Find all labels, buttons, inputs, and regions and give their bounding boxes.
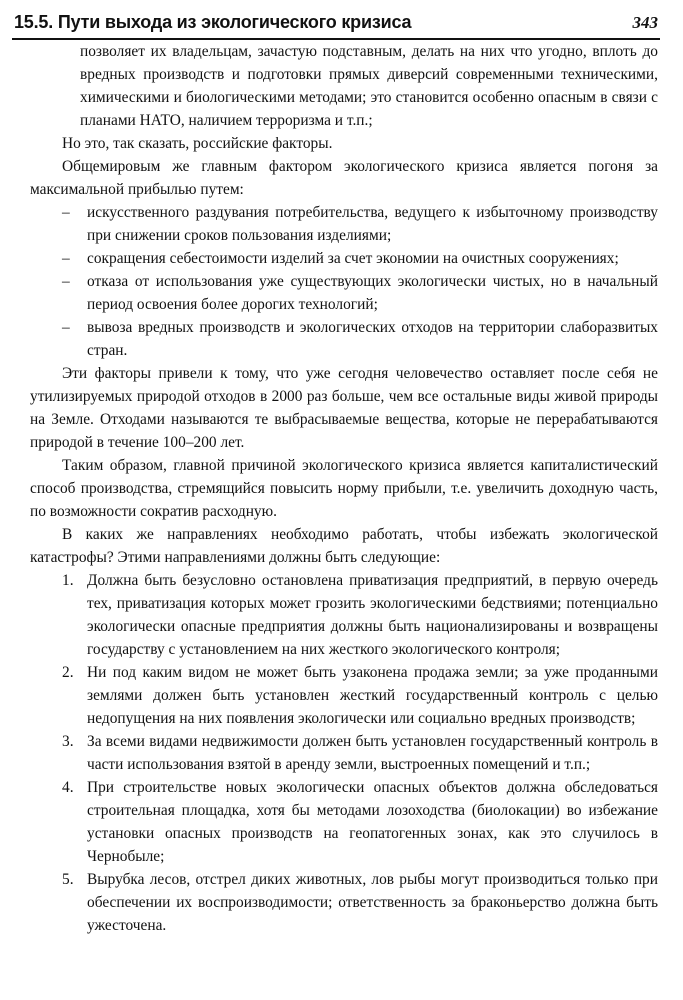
numbered-item-text: Вырубка лесов, отстрел диких животных, лов рыбы могут производиться только при обеспечении их воспроизводимости; ответственность за браконьерство должна быть ужесточена. [87,871,658,934]
numbered-list-item [30,868,658,937]
dash-marker: – [62,319,70,336]
item-number: 1. [62,572,74,589]
item-number: 3. [62,733,74,750]
dash-item-text: вывоза вредных производств и экологических отходов на территории слаборазвитых стран. [87,319,658,359]
paragraph-capitalism: Таким образом, главной причиной экологического кризиса является капиталистический способ производства, стремящийся повысить норму прибыли, т.е. увеличить доходную часть, по возможности сократив расходную. [30,457,658,520]
numbered-item-text: Ни под каким видом не может быть узаконена продажа земли; за уже проданными землями должен быть установлен жесткий государственный контроль с целью недопущения на них появления экологически или социально вредных производств; [87,664,658,727]
dash-item-text: искусственного раздувания потребительства, ведущего к избыточному производству при снижении сроков пользования изделиями; [87,204,658,244]
page-body [30,40,658,937]
numbered-list-item [30,569,658,661]
dash-marker: – [62,204,70,221]
numbered-list [30,569,658,937]
paragraph-main-factor: Общемировым же главным фактором экологического кризиса является погоня за максимальной прибылью путем: [30,158,658,198]
dash-item-text: отказа от использования уже существующих экологически чистых, но в начальный период освоения более дорогих технологий; [87,273,658,313]
numbered-item-text: За всеми видами недвижимости должен быть установлен государственный контроль в части использования взятой в аренду земли, выстроенных помещений и т.п.; [87,733,658,773]
paragraph-waste: Эти факторы привели к тому, что уже сегодня человечество оставляет после себя не утилизируемых природой отходов в 2000 раз больше, чем все остальные виды живой природы на Земле. Отходами называются те выбрасываемые вещества, которые не перерабатываются природой в течение 100–200 лет. [30,365,658,451]
numbered-list-item [30,730,658,776]
numbered-item-text: При строительстве новых экологически опасных объектов должна обследоваться строительная площадка, хотя бы методами лозоходства (биолокации) во избежание установки опасных производств на геопатогенных зонах, как это случилось в Чернобыле; [87,779,658,865]
dash-list-item [30,316,658,362]
paragraph-directions: В каких же направлениях необходимо работать, чтобы избежать экологической катастрофы? Этими направлениями должны быть следующие: [30,526,658,566]
dash-marker: – [62,250,70,267]
dash-item-text: сокращения себестоимости изделий за счет экономии на очистных сооружениях; [87,250,619,267]
running-header [12,12,660,40]
numbered-item-text: Должна быть безусловно остановлена приватизация предприятий, в первую очередь тех, приватизация которых может грозить экологическими бедствиями; потенциально экологически опасные предприятия должны быть национализированы и возвращены государству с установлением на них жесткого экологического контроля; [87,572,658,658]
numbered-list-item [30,661,658,730]
dash-list-item [30,201,658,247]
dash-list [30,201,658,362]
item-number: 2. [62,664,74,681]
item-number: 5. [62,871,74,888]
dash-list-item [30,270,658,316]
item-number: 4. [62,779,74,796]
dash-list-item [30,247,658,270]
numbered-list-item [30,776,658,868]
continued-list-item: позволяет их владельцам, зачастую подставным, делать на них что угодно, вплоть до вредных производств и подготовки прямых диверсий современными техническими, химическими и биологическими методами; это становится особенно опасным в связи с планами НАТО, наличием терроризма и т.п.; [80,43,658,129]
dash-marker: – [62,273,70,290]
paragraph-russian-factors: Но это, так сказать, российские факторы. [62,135,333,152]
page-number: 343 [632,13,658,32]
section-title: 15.5. Пути выхода из экологического кризиса [14,12,412,32]
